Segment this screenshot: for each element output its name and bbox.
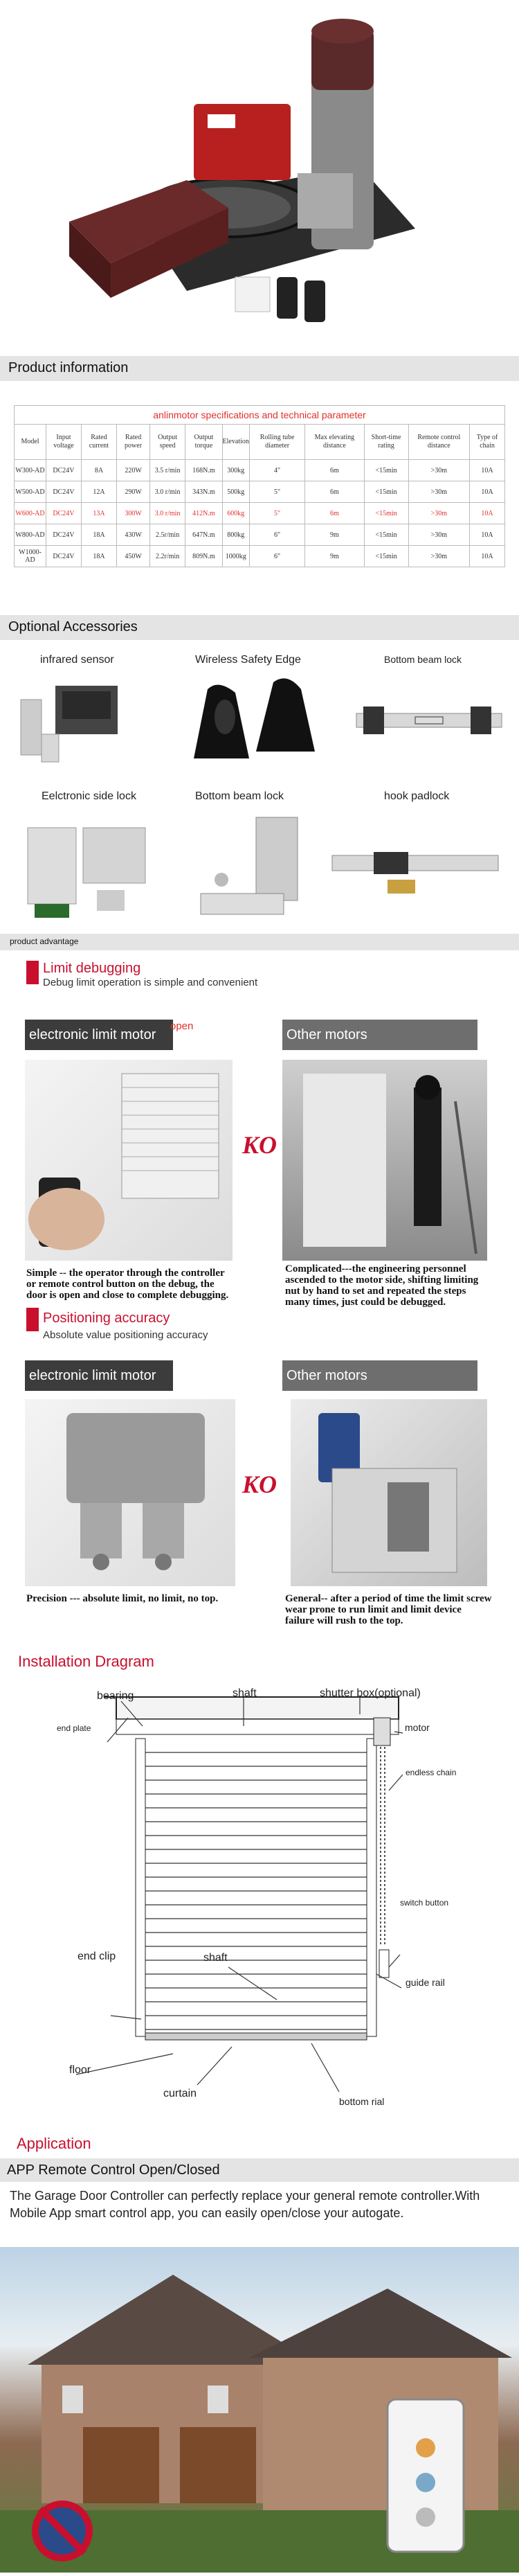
label-shaft-top: shaft bbox=[233, 1687, 257, 1699]
label-end-clip: end clip bbox=[78, 1951, 116, 1962]
spec-row bbox=[15, 503, 505, 524]
spec-header-cell: Short-time rating bbox=[364, 425, 408, 460]
spec-header-cell: Output speed bbox=[150, 425, 185, 460]
electronic-limit-tab-1: electronic limit motor bbox=[25, 1020, 173, 1050]
wireless-safety-edge-photo bbox=[187, 675, 325, 772]
precision-description: Precision --- absolute limit, no limit, no top. bbox=[26, 1593, 219, 1604]
electronic-limit-motor-photo bbox=[25, 1399, 235, 1586]
spec-cell: 6" bbox=[249, 546, 304, 567]
other-motors-tab-2: Other motors bbox=[282, 1360, 477, 1391]
limit-debugging-mark bbox=[26, 961, 39, 984]
engineer-ladder-photo bbox=[282, 1060, 487, 1261]
beam-lock-image bbox=[353, 693, 505, 755]
spec-cell: 6m bbox=[305, 503, 364, 524]
spec-cell: 809N.m bbox=[185, 546, 222, 567]
spec-cell: 168N.m bbox=[185, 460, 222, 481]
spec-cell: 5" bbox=[249, 481, 304, 503]
spec-cell: <15min bbox=[364, 546, 408, 567]
spec-cell: 8A bbox=[81, 460, 116, 481]
spec-cell: 4" bbox=[249, 460, 304, 481]
accessory-label-2: Wireless Safety Edge bbox=[195, 654, 301, 666]
spec-cell: DC24V bbox=[46, 481, 82, 503]
spec-cell: >30m bbox=[408, 503, 470, 524]
bottom-beam-lock-photo-1 bbox=[353, 693, 505, 755]
spec-cell: >30m bbox=[408, 524, 470, 546]
limit-debugging-subtitle: Debug limit operation is simple and convenient bbox=[43, 977, 258, 988]
mechanical-limit-photo bbox=[291, 1399, 487, 1586]
spec-row bbox=[15, 546, 505, 567]
side-lock-image bbox=[21, 814, 166, 928]
installation-title: Installation Dragram bbox=[18, 1653, 154, 1670]
infrared-sensor-image bbox=[14, 672, 131, 769]
spec-cell: >30m bbox=[408, 481, 470, 503]
bottom-beam-lock-photo-2 bbox=[194, 810, 304, 928]
spec-cell: 3.0 r/min bbox=[150, 503, 185, 524]
spec-cell: W600-AD bbox=[15, 503, 46, 524]
house-garage-photo bbox=[0, 2247, 519, 2573]
engineer-ladder-image bbox=[282, 1060, 487, 1261]
accessory-label-3: Bottom beam lock bbox=[384, 654, 462, 665]
spec-cell: 2.5r/min bbox=[150, 524, 185, 546]
spec-cell: 10A bbox=[470, 503, 505, 524]
label-end-plate: end plate bbox=[57, 1723, 91, 1733]
positioning-accuracy-mark bbox=[26, 1308, 39, 1331]
optional-accessories-title: Optional Accessories bbox=[8, 619, 138, 634]
label-curtain: curtain bbox=[163, 2088, 197, 2099]
spec-row bbox=[15, 481, 505, 503]
spec-header-cell: Elevation bbox=[222, 425, 249, 460]
infrared-sensor-photo bbox=[14, 672, 131, 769]
electronic-side-lock-photo bbox=[21, 814, 166, 928]
spec-cell: 2.2r/min bbox=[150, 546, 185, 567]
spec-header-cell: Max elevating distance bbox=[305, 425, 364, 460]
spec-cell: 9m bbox=[305, 546, 364, 567]
spec-cell: 430W bbox=[117, 524, 150, 546]
mechanical-limit-image bbox=[291, 1399, 487, 1586]
spec-cell: DC24V bbox=[46, 524, 82, 546]
spec-header-cell: Type of chain bbox=[470, 425, 505, 460]
accessory-label-1: infrared sensor bbox=[40, 654, 114, 666]
electronic-limit-tab-2: electronic limit motor bbox=[25, 1360, 173, 1391]
spec-cell: 6m bbox=[305, 460, 364, 481]
spec-header-cell: Output torque bbox=[185, 425, 222, 460]
label-bottom-rial: bottom rial bbox=[339, 2096, 385, 2107]
shutter-remote-photo bbox=[25, 1060, 233, 1261]
spec-cell: 500kg bbox=[222, 481, 249, 503]
label-bearing: bearing bbox=[97, 1690, 134, 1702]
spec-cell: >30m bbox=[408, 460, 470, 481]
padlock-image bbox=[325, 838, 505, 900]
hero-product-photo bbox=[0, 0, 519, 346]
spec-cell: 220W bbox=[117, 460, 150, 481]
general-description: General-- after a period of time the limit screw wear prone to run limit and limit device failure will rush to the top. bbox=[285, 1593, 492, 1626]
spec-cell: 450W bbox=[117, 546, 150, 567]
spec-cell: DC24V bbox=[46, 546, 82, 567]
spec-cell: W300-AD bbox=[15, 460, 46, 481]
spec-cell: 6m bbox=[305, 481, 364, 503]
spec-cell: 10A bbox=[470, 460, 505, 481]
spec-header-cell: Input voltage bbox=[46, 425, 82, 460]
spec-header-cell: Rated power bbox=[117, 425, 150, 460]
beam-lock-2-image bbox=[194, 810, 304, 928]
positioning-accuracy-subtitle: Absolute value positioning accuracy bbox=[43, 1329, 208, 1341]
spec-cell: W800-AD bbox=[15, 524, 46, 546]
product-advantage-title: product advantage bbox=[10, 936, 79, 946]
accessory-label-6: hook padlock bbox=[384, 790, 450, 802]
limit-motor-image bbox=[25, 1399, 235, 1586]
label-switch-button: switch button bbox=[400, 1898, 449, 1908]
spec-cell: W500-AD bbox=[15, 481, 46, 503]
simple-description: Simple -- the operator through the controller or remote control button on the debug, the door is open and close to complete debugging. bbox=[26, 1268, 229, 1301]
hook-padlock-photo bbox=[325, 838, 505, 900]
ko-mark-1: KO bbox=[242, 1131, 277, 1159]
spec-header-cell: Remote control distance bbox=[408, 425, 470, 460]
spec-row bbox=[15, 524, 505, 546]
spec-table bbox=[14, 424, 505, 567]
spec-cell: 10A bbox=[470, 524, 505, 546]
label-guide-rail: guide rail bbox=[406, 1977, 445, 1988]
spec-table-container bbox=[14, 405, 505, 567]
spec-cell: <15min bbox=[364, 460, 408, 481]
house-garage-image bbox=[0, 2247, 519, 2573]
ko-mark-2: KO bbox=[242, 1471, 277, 1498]
spec-cell: 300W bbox=[117, 503, 150, 524]
spec-cell: 13A bbox=[81, 503, 116, 524]
spec-cell: 343N.m bbox=[185, 481, 222, 503]
spec-cell: 10A bbox=[470, 481, 505, 503]
motor-kit-illustration bbox=[0, 0, 519, 346]
app-description: The Garage Door Controller can perfectly replace your general remote controller.With Mobile App smart control app, you can easily open/close your autogate. bbox=[10, 2189, 480, 2220]
product-information-title: Product information bbox=[8, 360, 129, 375]
spec-cell: 12A bbox=[81, 481, 116, 503]
spec-cell: DC24V bbox=[46, 503, 82, 524]
spec-header-row bbox=[15, 425, 505, 460]
label-shaft: shaft bbox=[203, 1952, 228, 1964]
spec-cell: DC24V bbox=[46, 460, 82, 481]
label-floor: floor bbox=[69, 2064, 91, 2076]
shutter-remote-image bbox=[25, 1060, 233, 1261]
app-remote-title: APP Remote Control Open/Closed bbox=[7, 2162, 220, 2178]
label-motor: motor bbox=[405, 1722, 430, 1733]
spec-header-cell: Rated current bbox=[81, 425, 116, 460]
other-motors-tab-1: Other motors bbox=[282, 1020, 477, 1050]
spec-cell: 10A bbox=[470, 546, 505, 567]
spec-cell: 647N.m bbox=[185, 524, 222, 546]
label-endless-chain: endless chain bbox=[406, 1768, 457, 1777]
spec-cell: 6" bbox=[249, 524, 304, 546]
spec-header-cell: Rolling tube diameter bbox=[249, 425, 304, 460]
application-title: Application bbox=[17, 2135, 91, 2152]
positioning-accuracy-title: Positioning accuracy bbox=[43, 1311, 170, 1326]
spec-cell: 3.0 r/min bbox=[150, 481, 185, 503]
spec-cell: 412N.m bbox=[185, 503, 222, 524]
accessory-label-5: Bottom beam lock bbox=[195, 790, 284, 802]
spec-cell: 800kg bbox=[222, 524, 249, 546]
complicated-description: Complicated---the engineering personnel ascended to the motor side, shifting limiting nut by hand to set and repeated the steps many times, just could be debugged. bbox=[285, 1263, 479, 1308]
spec-cell: 290W bbox=[117, 481, 150, 503]
spec-cell: W1000-AD bbox=[15, 546, 46, 567]
spec-cell: 300kg bbox=[222, 460, 249, 481]
spec-cell: <15min bbox=[364, 503, 408, 524]
spec-cell: <15min bbox=[364, 481, 408, 503]
spec-row bbox=[15, 460, 505, 481]
spec-cell: 3.5 r/min bbox=[150, 460, 185, 481]
open-label: open bbox=[170, 1020, 194, 1032]
spec-cell: 5" bbox=[249, 503, 304, 524]
spec-cell: 600kg bbox=[222, 503, 249, 524]
limit-debugging-title: Limit debugging bbox=[43, 961, 141, 976]
spec-cell: 9m bbox=[305, 524, 364, 546]
spec-cell: 18A bbox=[81, 524, 116, 546]
spec-cell: <15min bbox=[364, 524, 408, 546]
spec-header-cell: Model bbox=[15, 425, 46, 460]
label-shutter-box: shutter box(optional) bbox=[320, 1687, 421, 1699]
spec-table-title: anlinmotor specifications and technical parameter bbox=[14, 405, 505, 424]
spec-cell: >30m bbox=[408, 546, 470, 567]
safety-edge-image bbox=[187, 675, 325, 772]
spec-cell: 18A bbox=[81, 546, 116, 567]
accessory-label-4: Eelctronic side lock bbox=[42, 790, 136, 802]
spec-cell: 1000kg bbox=[222, 546, 249, 567]
